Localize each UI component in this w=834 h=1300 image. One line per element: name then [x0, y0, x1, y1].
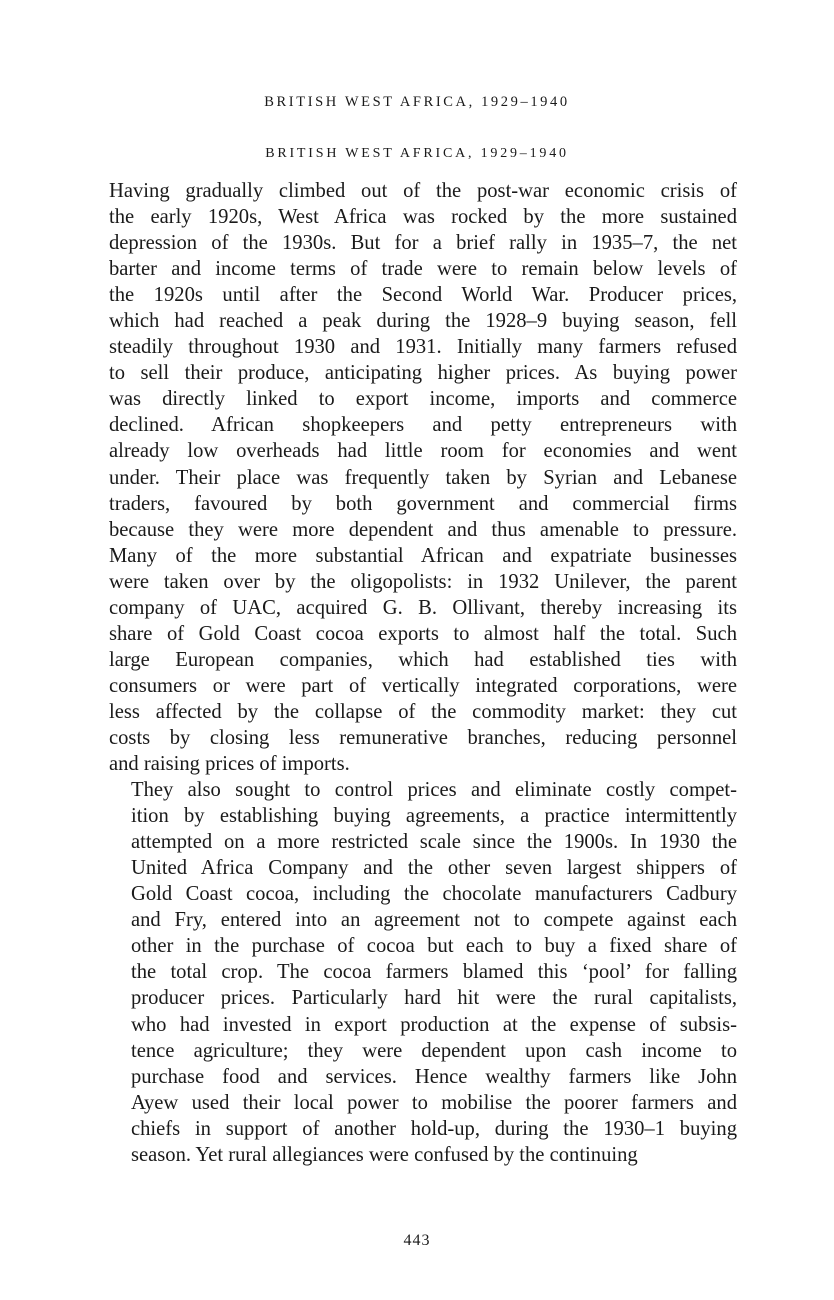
text-line: costs by closing less remunerative branches, reducing personnel	[109, 726, 737, 749]
text-line: Having gradually climbed out of the post-war economic crisis of	[109, 180, 737, 202]
text-line: producer prices. Particularly hard hit were the rural capitalists,	[131, 987, 737, 1010]
text-line: share of Gold Coast cocoa exports to almost half the total. Such	[109, 622, 737, 645]
text-line: the early 1920s, West Africa was rocked by the more sustained	[109, 206, 737, 229]
text-line: United Africa Company and the other seven largest shippers of	[131, 857, 737, 880]
text-line: steadily throughout 1930 and 1931. Initially many farmers refused	[109, 336, 737, 359]
text-line: attempted on a more restricted scale since the 1900s. In 1930 the	[131, 831, 737, 854]
text-line: and Fry, entered into an agreement not to compete against each	[131, 909, 737, 932]
text-line: who had invested in export production at the expense of subsis-	[131, 1013, 737, 1036]
text-line: depression of the 1930s. But for a brief rally in 1935–7, the net	[109, 232, 737, 255]
text-line: to sell their produce, anticipating higher prices. As buying power	[109, 362, 737, 385]
text-line: because they were more dependent and thus amenable to pressure.	[109, 518, 737, 541]
section-title: BRITISH WEST AFRICA, 1929–1940	[265, 146, 569, 161]
running-head: BRITISH WEST AFRICA, 1929–1940	[264, 94, 570, 110]
paragraph-2	[109, 777, 737, 1168]
page-number: 443	[403, 1232, 431, 1249]
text-line: other in the purchase of cocoa but each to buy a fixed share of	[131, 935, 737, 958]
text-line: They also sought to control prices and eliminate costly compet-	[131, 779, 737, 802]
text-line: was directly linked to export income, imports and commerce	[109, 388, 737, 411]
text-line: company of UAC, acquired G. B. Ollivant, thereby increasing its	[109, 596, 737, 619]
text-line: traders, favoured by both government and commercial firms	[109, 492, 737, 515]
text-line: ition by establishing buying agreements, a practice intermittently	[131, 805, 737, 828]
paragraph-1	[109, 178, 737, 777]
text-line: chiefs in support of another hold-up, during the 1930–1 buying	[131, 1117, 737, 1140]
text-line: and raising prices of imports.	[109, 753, 350, 776]
text-line: Gold Coast cocoa, including the chocolate manufacturers Cadbury	[131, 883, 737, 906]
text-line: already low overheads had little room for economies and went	[109, 440, 737, 463]
text-line: consumers or were part of vertically integrated corporations, were	[109, 674, 737, 697]
text-line: purchase food and services. Hence wealthy farmers like John	[131, 1065, 737, 1088]
text-line: season. Yet rural allegiances were confused by the continuing	[131, 1143, 638, 1166]
text-line: the 1920s until after the Second World War. Producer prices,	[109, 284, 737, 307]
text-line: declined. African shopkeepers and petty entrepreneurs with	[109, 414, 737, 437]
text-line: large European companies, which had established ties with	[109, 648, 737, 671]
text-line: were taken over by the oligopolists: in 1932 Unilever, the parent	[109, 570, 737, 593]
text-line: which had reached a peak during the 1928–9 buying season, fell	[109, 310, 737, 333]
text-line: Many of the more substantial African and expatriate businesses	[109, 544, 737, 567]
text-line: Ayew used their local power to mobilise the poorer farmers and	[131, 1091, 737, 1114]
text-line: tence agriculture; they were dependent upon cash income to	[131, 1039, 737, 1062]
text-line: the total crop. The cocoa farmers blamed this ‘pool’ for falling	[131, 961, 737, 984]
text-line: barter and income terms of trade were to remain below levels of	[109, 258, 737, 281]
text-line: under. Their place was frequently taken by Syrian and Lebanese	[109, 466, 737, 489]
text-line: less affected by the collapse of the commodity market: they cut	[109, 700, 737, 723]
body-text	[109, 178, 737, 1168]
